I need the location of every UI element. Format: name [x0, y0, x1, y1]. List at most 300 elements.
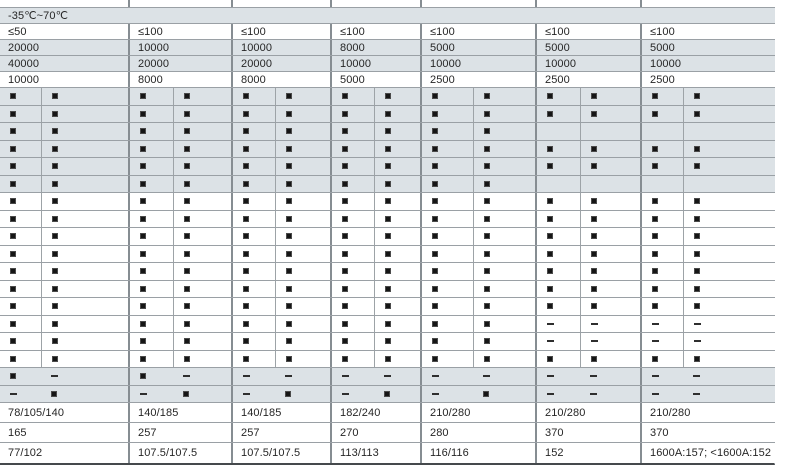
- marker-cell: [173, 193, 231, 210]
- filled-square-marker: [52, 286, 58, 292]
- filled-square-marker: [243, 146, 249, 152]
- marker-cell: [130, 228, 173, 245]
- marker-cell: [537, 106, 580, 123]
- marker-group-cell: [535, 316, 640, 333]
- marker-cell: [642, 106, 683, 123]
- value-text: 10000: [8, 73, 40, 86]
- marker-cell: [683, 176, 775, 193]
- marker-group-cell: [535, 123, 640, 140]
- filled-square-marker: [342, 146, 348, 152]
- dash-marker: [483, 375, 490, 377]
- table-row: [0, 8, 775, 24]
- marker-cell: [642, 316, 683, 333]
- marker-cell: [374, 351, 420, 368]
- marker-cell: [537, 351, 580, 368]
- marker-cell: [422, 211, 473, 228]
- filled-square-marker: [385, 111, 391, 117]
- dash-marker: [140, 393, 147, 395]
- marker-cell: [332, 263, 374, 280]
- filled-square-marker: [484, 321, 490, 327]
- marker-cell: [642, 88, 683, 105]
- marker-cell: [683, 141, 775, 158]
- marker-cell: [473, 193, 535, 210]
- spacer-cell: [231, 0, 330, 7]
- marker-group-cell: [128, 88, 231, 105]
- marker-group-cell: [231, 123, 330, 140]
- filled-square-marker: [547, 233, 553, 239]
- filled-square-marker: [652, 93, 658, 99]
- marker-cell: [332, 176, 374, 193]
- filled-square-marker: [432, 198, 438, 204]
- value-text: 10000: [545, 57, 577, 70]
- marker-group-cell: [0, 316, 128, 333]
- filled-square-marker: [140, 216, 146, 222]
- filled-square-marker: [52, 128, 58, 134]
- filled-square-marker: [52, 163, 58, 169]
- value-text: 257: [241, 426, 260, 439]
- marker-group-cell: [420, 176, 535, 193]
- marker-group-cell: [0, 386, 128, 403]
- marker-group-cell: [640, 298, 775, 315]
- filled-square-marker: [484, 93, 490, 99]
- value-text: ≤100: [340, 25, 365, 38]
- marker-cell: [332, 123, 374, 140]
- marker-cell: [0, 211, 41, 228]
- marker-cell: [275, 176, 330, 193]
- value-cell: [128, 72, 231, 87]
- marker-cell: [130, 351, 173, 368]
- value-cell: [0, 24, 128, 39]
- value-text: 210/280: [430, 406, 471, 419]
- filled-square-marker: [484, 338, 490, 344]
- marker-cell: [332, 351, 374, 368]
- spacer-cell: [0, 0, 128, 7]
- marker-cell: [275, 211, 330, 228]
- marker-cell: [580, 141, 640, 158]
- marker-cell: [233, 333, 275, 350]
- filled-square-marker: [384, 391, 390, 397]
- marker-cell: [332, 246, 374, 263]
- dash-marker: [694, 323, 701, 325]
- marker-cell: [683, 106, 775, 123]
- marker-cell: [580, 193, 640, 210]
- marker-cell: [683, 246, 775, 263]
- dash-marker: [10, 393, 17, 395]
- filled-square-marker: [140, 163, 146, 169]
- marker-group-cell: [231, 106, 330, 123]
- table-row: [0, 386, 775, 404]
- dash-marker: [694, 340, 701, 342]
- value-cell: [640, 72, 775, 87]
- table-row: [0, 281, 775, 299]
- filled-square-marker: [184, 128, 190, 134]
- value-text: 270: [340, 426, 359, 439]
- marker-cell: [275, 106, 330, 123]
- temperature-range-cell: -35℃~70℃: [8, 10, 69, 22]
- value-cell: [420, 24, 535, 39]
- filled-square-marker: [10, 338, 16, 344]
- marker-cell: [374, 333, 420, 350]
- marker-cell: [642, 158, 683, 175]
- marker-cell: [580, 228, 640, 245]
- filled-square-marker: [184, 198, 190, 204]
- marker-group-cell: [330, 88, 420, 105]
- filled-square-marker: [10, 303, 16, 309]
- filled-square-marker: [547, 286, 553, 292]
- marker-cell: [173, 386, 231, 403]
- dash-marker: [591, 323, 598, 325]
- marker-cell: [374, 141, 420, 158]
- marker-group-cell: [535, 386, 640, 403]
- table-row: [0, 193, 775, 211]
- marker-cell: [275, 193, 330, 210]
- marker-cell: [41, 228, 128, 245]
- marker-cell: [422, 228, 473, 245]
- marker-group-cell: [231, 333, 330, 350]
- filled-square-marker: [52, 321, 58, 327]
- marker-cell: [332, 193, 374, 210]
- filled-square-marker: [184, 216, 190, 222]
- filled-square-marker: [52, 181, 58, 187]
- filled-square-marker: [547, 356, 553, 362]
- filled-square-marker: [432, 286, 438, 292]
- marker-cell: [233, 316, 275, 333]
- value-text: 257: [138, 426, 157, 439]
- filled-square-marker: [385, 128, 391, 134]
- marker-cell: [275, 281, 330, 298]
- marker-group-cell: [231, 193, 330, 210]
- filled-square-marker: [243, 303, 249, 309]
- value-text: 8000: [340, 41, 365, 54]
- dash-marker: [693, 393, 700, 395]
- filled-square-marker: [286, 233, 292, 239]
- marker-cell: [580, 246, 640, 263]
- marker-group-cell: [330, 211, 420, 228]
- marker-cell: [130, 368, 173, 385]
- marker-cell: [683, 123, 775, 140]
- marker-cell: [473, 298, 535, 315]
- marker-group-cell: [0, 263, 128, 280]
- marker-cell: [275, 246, 330, 263]
- table-row: [0, 228, 775, 246]
- marker-cell: [642, 368, 683, 385]
- value-text: ≤100: [545, 25, 570, 38]
- marker-cell: [374, 368, 420, 385]
- marker-group-cell: [330, 158, 420, 175]
- table-row: [0, 423, 775, 443]
- marker-group-cell: [330, 228, 420, 245]
- marker-cell: [130, 281, 173, 298]
- marker-group-cell: [330, 316, 420, 333]
- marker-group-cell: [330, 333, 420, 350]
- marker-cell: [642, 193, 683, 210]
- filled-square-marker: [484, 356, 490, 362]
- marker-cell: [233, 386, 275, 403]
- table-row: [0, 176, 775, 194]
- marker-group-cell: [640, 123, 775, 140]
- marker-group-cell: [640, 106, 775, 123]
- filled-square-marker: [52, 111, 58, 117]
- marker-cell: [683, 281, 775, 298]
- marker-cell: [332, 281, 374, 298]
- marker-cell: [275, 298, 330, 315]
- marker-cell: [374, 106, 420, 123]
- marker-group-cell: [535, 228, 640, 245]
- marker-group-cell: [231, 368, 330, 385]
- marker-group-cell: [231, 246, 330, 263]
- filled-square-marker: [286, 198, 292, 204]
- marker-cell: [422, 351, 473, 368]
- filled-square-marker: [484, 216, 490, 222]
- filled-square-marker: [591, 303, 597, 309]
- marker-cell: [332, 368, 374, 385]
- marker-cell: [580, 386, 640, 403]
- filled-square-marker: [484, 286, 490, 292]
- filled-square-marker: [10, 356, 16, 362]
- marker-cell: [580, 333, 640, 350]
- filled-square-marker: [140, 268, 146, 274]
- marker-cell: [537, 123, 580, 140]
- marker-cell: [642, 211, 683, 228]
- filled-square-marker: [591, 111, 597, 117]
- filled-square-marker: [285, 391, 291, 397]
- marker-cell: [473, 263, 535, 280]
- filled-square-marker: [547, 268, 553, 274]
- value-cell: [330, 72, 420, 87]
- marker-cell: [580, 176, 640, 193]
- marker-cell: [422, 386, 473, 403]
- value-cell: [128, 443, 231, 463]
- marker-cell: [41, 316, 128, 333]
- marker-cell: [275, 333, 330, 350]
- marker-cell: [173, 211, 231, 228]
- marker-cell: [0, 386, 41, 403]
- marker-cell: [374, 176, 420, 193]
- filled-square-marker: [432, 321, 438, 327]
- filled-square-marker: [694, 93, 700, 99]
- value-text: 20000: [241, 57, 273, 70]
- dash-marker: [547, 340, 554, 342]
- marker-cell: [0, 123, 41, 140]
- filled-square-marker: [591, 356, 597, 362]
- marker-cell: [642, 386, 683, 403]
- dash-marker: [243, 375, 250, 377]
- filled-square-marker: [243, 321, 249, 327]
- value-cell: [231, 24, 330, 39]
- value-text: 113/113: [340, 447, 379, 459]
- marker-cell: [422, 263, 473, 280]
- filled-square-marker: [484, 233, 490, 239]
- value-cell: [231, 40, 330, 55]
- filled-square-marker: [140, 146, 146, 152]
- table-row: [0, 141, 775, 159]
- marker-cell: [642, 298, 683, 315]
- marker-group-cell: [420, 88, 535, 105]
- value-cell: [128, 24, 231, 39]
- filled-square-marker: [51, 391, 57, 397]
- dash-marker: [342, 393, 349, 395]
- marker-cell: [374, 316, 420, 333]
- marker-group-cell: [330, 246, 420, 263]
- filled-square-marker: [184, 303, 190, 309]
- marker-group-cell: [0, 211, 128, 228]
- marker-group-cell: [640, 158, 775, 175]
- value-text: 116/116: [430, 447, 469, 459]
- filled-square-marker: [184, 111, 190, 117]
- marker-cell: [275, 316, 330, 333]
- marker-group-cell: [128, 351, 231, 368]
- marker-group-cell: [231, 298, 330, 315]
- marker-group-cell: [128, 106, 231, 123]
- marker-group-cell: [0, 333, 128, 350]
- marker-cell: [41, 123, 128, 140]
- marker-cell: [642, 333, 683, 350]
- value-cell: [640, 40, 775, 55]
- value-text: 182/240: [340, 406, 381, 419]
- filled-square-marker: [652, 216, 658, 222]
- marker-cell: [130, 176, 173, 193]
- dash-marker: [652, 340, 659, 342]
- marker-group-cell: [0, 368, 128, 385]
- filled-square-marker: [140, 338, 146, 344]
- dash-marker: [243, 393, 250, 395]
- marker-group-cell: [535, 158, 640, 175]
- marker-group-cell: [640, 386, 775, 403]
- filled-square-marker: [547, 303, 553, 309]
- marker-cell: [0, 106, 41, 123]
- value-cell: [231, 443, 330, 463]
- value-text: 5000: [545, 41, 570, 54]
- table-row: [0, 88, 775, 106]
- marker-group-cell: [640, 333, 775, 350]
- marker-group-cell: [535, 298, 640, 315]
- filled-square-marker: [184, 181, 190, 187]
- marker-group-cell: [0, 351, 128, 368]
- marker-cell: [332, 158, 374, 175]
- filled-square-marker: [342, 268, 348, 274]
- value-cell: [231, 403, 330, 422]
- marker-cell: [130, 211, 173, 228]
- value-text: 140/185: [138, 406, 179, 419]
- marker-cell: [332, 298, 374, 315]
- filled-square-marker: [652, 356, 658, 362]
- marker-cell: [173, 351, 231, 368]
- marker-group-cell: [640, 368, 775, 385]
- value-cell: [231, 423, 330, 442]
- marker-cell: [173, 316, 231, 333]
- marker-cell: [130, 123, 173, 140]
- filled-square-marker: [591, 198, 597, 204]
- filled-square-marker: [694, 303, 700, 309]
- marker-cell: [41, 386, 128, 403]
- marker-group-cell: [640, 228, 775, 245]
- marker-cell: [422, 193, 473, 210]
- table-row: [0, 316, 775, 334]
- filled-square-marker: [184, 146, 190, 152]
- marker-cell: [233, 141, 275, 158]
- filled-square-marker: [484, 251, 490, 257]
- marker-cell: [173, 228, 231, 245]
- filled-square-marker: [385, 198, 391, 204]
- filled-square-marker: [694, 268, 700, 274]
- marker-group-cell: [0, 298, 128, 315]
- filled-square-marker: [184, 356, 190, 362]
- filled-square-marker: [286, 216, 292, 222]
- filled-square-marker: [484, 163, 490, 169]
- value-text: 20000: [8, 41, 40, 54]
- filled-square-marker: [483, 391, 489, 397]
- marker-cell: [537, 158, 580, 175]
- value-cell: [128, 403, 231, 422]
- marker-cell: [473, 246, 535, 263]
- filled-square-marker: [591, 251, 597, 257]
- filled-square-marker: [243, 216, 249, 222]
- filled-square-marker: [184, 338, 190, 344]
- marker-cell: [473, 333, 535, 350]
- marker-cell: [275, 351, 330, 368]
- marker-group-cell: [0, 228, 128, 245]
- marker-cell: [233, 88, 275, 105]
- value-text: 2500: [545, 73, 570, 86]
- marker-cell: [580, 263, 640, 280]
- filled-square-marker: [591, 268, 597, 274]
- filled-square-marker: [547, 251, 553, 257]
- marker-cell: [683, 351, 775, 368]
- marker-cell: [41, 141, 128, 158]
- filled-square-marker: [385, 163, 391, 169]
- filled-square-marker: [52, 146, 58, 152]
- marker-cell: [537, 246, 580, 263]
- value-cell: [640, 56, 775, 71]
- value-cell: [420, 40, 535, 55]
- marker-group-cell: [0, 176, 128, 193]
- marker-group-cell: [640, 351, 775, 368]
- marker-cell: [173, 123, 231, 140]
- marker-cell: [233, 368, 275, 385]
- marker-group-cell: [535, 88, 640, 105]
- filled-square-marker: [547, 216, 553, 222]
- filled-square-marker: [140, 356, 146, 362]
- dash-marker: [591, 340, 598, 342]
- marker-cell: [173, 333, 231, 350]
- marker-cell: [233, 211, 275, 228]
- marker-cell: [537, 176, 580, 193]
- filled-square-marker: [184, 321, 190, 327]
- marker-cell: [173, 141, 231, 158]
- marker-group-cell: [535, 281, 640, 298]
- filled-square-marker: [10, 111, 16, 117]
- value-text: ≤100: [430, 25, 455, 38]
- marker-cell: [173, 298, 231, 315]
- table-row: [0, 403, 775, 423]
- filled-square-marker: [385, 303, 391, 309]
- value-text: 210/280: [545, 406, 586, 419]
- filled-square-marker: [52, 198, 58, 204]
- filled-square-marker: [547, 198, 553, 204]
- filled-square-marker: [243, 338, 249, 344]
- filled-square-marker: [694, 111, 700, 117]
- marker-group-cell: [420, 106, 535, 123]
- marker-group-cell: [128, 263, 231, 280]
- marker-cell: [642, 246, 683, 263]
- marker-cell: [580, 88, 640, 105]
- table-row: [0, 0, 775, 8]
- filled-square-marker: [432, 216, 438, 222]
- filled-square-marker: [342, 111, 348, 117]
- marker-group-cell: [0, 281, 128, 298]
- filled-square-marker: [591, 163, 597, 169]
- filled-square-marker: [342, 216, 348, 222]
